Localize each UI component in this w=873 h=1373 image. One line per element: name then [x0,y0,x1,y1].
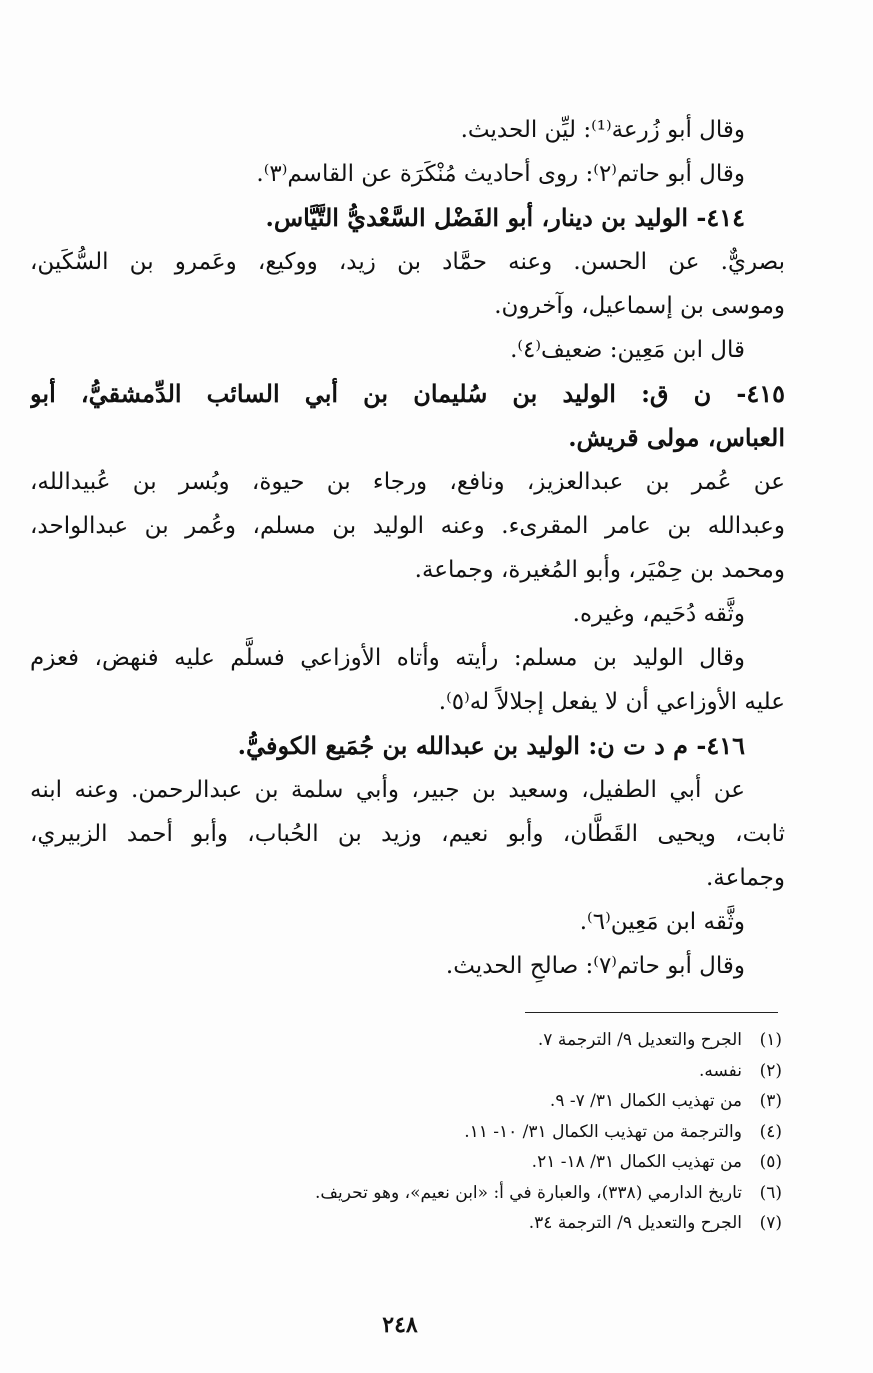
footnote-item [200,1208,782,1239]
text-line: عليه الأوزاعي أن لا يفعل إجلالاً له⁽٥⁾. [438,689,785,715]
footnote-item [200,1086,782,1117]
text-line: وثَّقه دُحَيم، وغيره. [572,601,745,627]
footnote-text: نفسه. [698,1060,742,1081]
footnote-text: من تهذيب الكمال ٣١/ ٧- ٩. [549,1091,742,1111]
text-line: عن أبي الطفيل، وسعيد بن جبير، وأبي سلمة بن عبدالرحمن. وعنه ابنه [30,777,745,803]
entry-heading-416: ٤١٦- م د ت ن: الوليد بن عبدالله بن جُمَيع الكوفيُّ. [237,731,745,760]
footnote-number: (١) [759,1030,782,1050]
entry-heading-415: ٤١٥- ن ق: الوليد بن سُليمان بن أبي السائب الدِّمشقيُّ، أبو [30,379,785,408]
text-line: وثَّقه ابن مَعِين⁽٦⁾. [579,909,745,935]
footnote-item [200,1117,782,1148]
text-line: عن عُمر بن عبدالعزيز، ونافع، ورجاء بن حيوة، وبُسر بن عُبيدالله، [30,469,785,495]
footnote-number: (٥) [759,1152,782,1172]
text-line: وقال أبو حاتم⁽٧⁾: صالحِ الحديث. [445,953,745,979]
footnote-divider [525,1012,778,1013]
footnotes [200,1025,782,1239]
entry-heading-415-cont: العباس، مولى قريش. [568,423,785,452]
text-line: قال ابن مَعِين: ضعيف⁽٤⁾. [510,337,745,363]
text-line: بصريٌّ. عن الحسن. وعنه حمَّاد بن زيد، ووكيع، وعَمرو بن السُّكَين، [30,249,785,275]
footnote-item [200,1178,782,1209]
text-line: وقال أبو زُرعة⁽¹⁾: ليِّن الحديث. [460,117,745,143]
text-line: وجماعة. [706,865,785,891]
footnote-number: (٢) [759,1060,782,1081]
main-text [30,108,785,988]
entry-heading-414: ٤١٤- الوليد بن دينار، أبو الفَضْل السَّعْديُّ التَّيَّاس. [265,203,745,232]
footnote-number: (٤) [759,1121,782,1142]
footnote-text: الجرح والتعديل ٩/ الترجمة ٣٤. [528,1213,742,1233]
footnote-text: من تهذيب الكمال ٣١/ ١٨- ٢١. [531,1152,742,1172]
text-line: وعبدالله بن عامر المقرىء. وعنه الوليد بن مسلم، وعُمر بن عبدالواحد، [30,513,785,539]
footnote-text: والترجمة من تهذيب الكمال ٣١/ ١٠- ١١. [464,1121,742,1142]
text-line: وقال الوليد بن مسلم: رأيته وأتاه الأوزاعي فسلَّم عليه فنهض، فعزم [30,645,745,671]
text-line: ثابت، ويحيى القَطَّان، وأبو نعيم، وزيد بن الحُباب، وأبو أحمد الزبيري، [30,821,785,847]
text-line: وقال أبو حاتم⁽٢⁾: روى أحاديث مُنْكَرَة عن القاسم⁽٣⁾. [256,161,745,187]
footnote-item [200,1025,782,1056]
footnote-item [200,1056,782,1087]
footnote-text: تاريخ الدارمي (٣٣٨)، والعبارة في أ: «ابن نعيم»، وهو تحريف. [315,1182,742,1203]
footnote-number: (٦) [759,1182,782,1203]
text-line: ومحمد بن حِمْيَر، وأبو المُغيرة، وجماعة. [414,557,785,583]
footnote-item [200,1147,782,1178]
page-number: ٢٤٨ [382,1312,418,1338]
footnote-number: (٣) [759,1091,782,1111]
footnote-text: الجرح والتعديل ٩/ الترجمة ٧. [537,1030,742,1050]
footnote-number: (٧) [759,1213,782,1233]
text-line: وموسى بن إسماعيل، وآخرون. [494,293,785,319]
